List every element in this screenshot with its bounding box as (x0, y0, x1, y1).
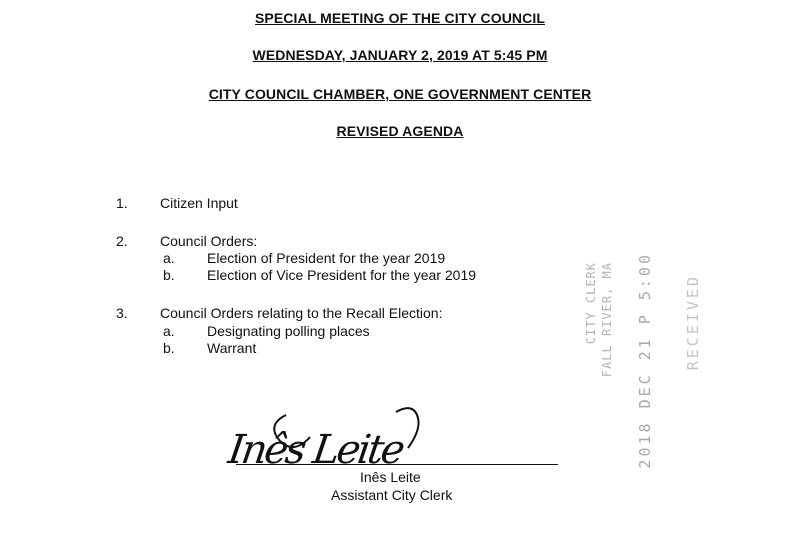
stamp-city-clerk: CITY CLERK (584, 262, 598, 345)
stamp-received: RECEIVED (684, 274, 702, 371)
sub-item-letter: a. (163, 323, 175, 339)
sub-item-election-president: Election of President for the year 2019 (207, 250, 446, 266)
meeting-title: SPECIAL MEETING OF THE CITY COUNCIL (254, 10, 545, 26)
signer-title: Assistant City Clerk (331, 487, 453, 503)
sub-item-letter: b. (163, 267, 175, 283)
sub-item-warrant: Warrant (207, 340, 257, 356)
agenda-title: REVISED AGENDA (336, 123, 464, 139)
agenda-item-citizen-input: Citizen Input (160, 195, 238, 211)
agenda-item-council-orders: Council Orders: (160, 233, 258, 249)
stamp-date: 2018 DEC 21 P 5:00 (636, 252, 654, 469)
agenda-item-recall-election: Council Orders relating to the Recall Election: (160, 305, 443, 321)
signer-name: Inês Leite (360, 469, 421, 485)
agenda-item-number: 2. (116, 233, 128, 249)
sub-item-letter: b. (163, 340, 175, 356)
stamp-fall-river: FALL RIVER, MA (600, 262, 614, 378)
agenda-item-number: 1. (116, 195, 128, 211)
sub-item-election-vice-president: Election of Vice President for the year 2019 (207, 267, 477, 283)
signature-line (236, 464, 558, 465)
meeting-date: WEDNESDAY, JANUARY 2, 2019 AT 5:45 PM (252, 47, 548, 63)
sub-item-letter: a. (163, 250, 175, 266)
agenda-item-number: 3. (116, 305, 128, 321)
sub-item-polling-places: Designating polling places (207, 323, 370, 339)
meeting-location: CITY COUNCIL CHAMBER, ONE GOVERNMENT CENTER (208, 86, 592, 102)
signature-script: Inês Leite (225, 427, 408, 473)
